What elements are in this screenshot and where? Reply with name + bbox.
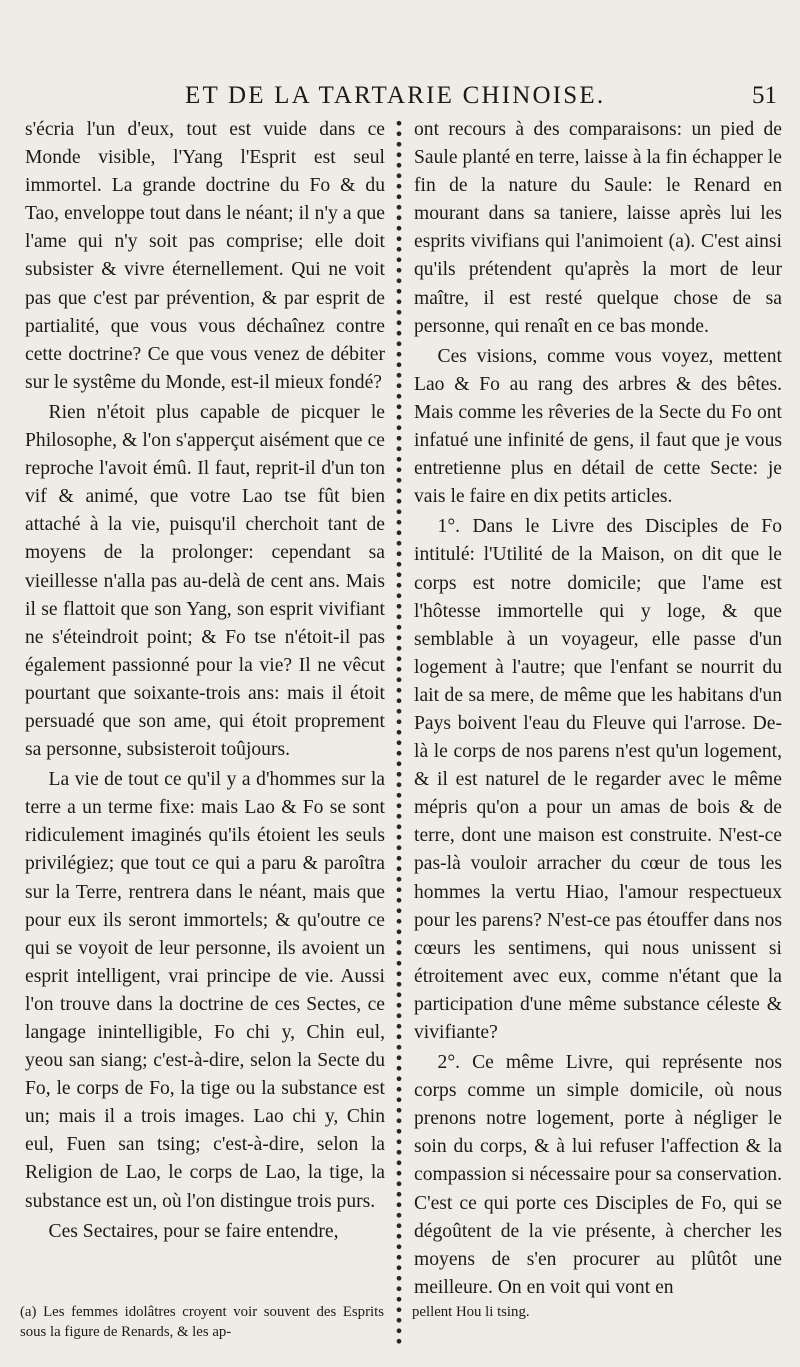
page-number: 51 — [752, 82, 777, 109]
paragraph: 1°. Dans le Livre des Disciples de Fo intitulé: l'Utilité de la Maison, on dit que le corps est notre domicile; que l'ame est l'hôtesse immortelle qui y loge, & que semblable à un voyageur, elle passe d'un logement à l'autre; que l'enfant se nourrit du lait de sa mere, de même que les habitans d'un Pays boivent l'eau du Fleuve qui l'arrose. De-là le corps de nos parens n'est qu'un logement, & il est naturel de le regarder avec le même mépris qu'on a pour un amas de bois & de terre, dont une maison est construite. N'est-ce pas-là vouloir arracher du cœur de tous les hommes la vertu Hiao, l'amour respectueux pour les parens? N'est-ce pas étouffer dans nos cœurs les sentimens, qui nous unissent si étroitement avec eux, comme n'étant que la participation d'une même substance céleste & vivifiante? — [414, 516, 782, 1043]
paragraph: ont recours à des comparaisons: un pied de Saule planté en terre, laisse à la fin échapper le fin de la nature du Saule: le Renard en mourant dans sa taniere, laisse après lui les esprits vivifians qui l'animoient (a). C'est ainsi qu'ils prétendent qu'après la mort de leur maître, il est resté quelque chose de sa personne, qui renaît en ce bas monde. — [414, 119, 782, 337]
footnote-text: pellent Hou li tsing. — [412, 1304, 530, 1320]
left-column — [25, 116, 385, 1246]
footnote-right — [412, 1302, 782, 1322]
footnote-left — [20, 1302, 384, 1342]
paragraph: Ces Sectaires, pour se faire entendre, — [48, 1220, 339, 1242]
paragraph: Ces visions, comme vous voyez, mettent Lao & Fo au rang des arbres & des bêtes. Mais comme les rêveries de la Secte du Fo ont infatué une infinité de gens, il faut que je vous entretienne plus en détail de cette Secte: je vais le faire en dix petits articles. — [414, 345, 782, 508]
right-column — [414, 116, 782, 1302]
running-title: ET DE LA TARTARIE CHINOISE. — [185, 82, 606, 109]
page-header — [0, 82, 800, 118]
paragraph: La vie de tout ce qu'il y a d'hommes sur la terre a un terme fixe: mais Lao & Fo se sont ridiculement imaginés qu'ils étoient les seuls privilégiez; que tout ce qui a paru & paroîtra sur la Terre, rentrera dans le néant, mais que pour eux ils seront immortels; & qu'outre ce qui se voyoit de leur personne, ils avoient un esprit intelligent, vrai principe de vie. Aussi l'on trouve dans la doctrine de ces Sectes, ce langage inintelligible, Fo chi y, Chin eul, yeou san siang; c'est-à-dire, selon la Secte du Fo, le corps de Fo, la tige ou la substance est un; mais il a trois images. Lao chi y, Chin eul, Fuen san tsing; c'est-à-dire, selon la Religion de Lao, le corps de Lao, la tige, la substance est un, où l'on distingue trois purs. — [25, 769, 385, 1212]
paragraph: s'écria l'un d'eux, tout est vuide dans ce Monde visible, l'Yang l'Esprit est seul immortel. La grande doctrine du Fo & du Tao, enveloppe tout dans le néant; il n'y a que l'ame qui n'y soit pas comprise; elle doit subsister & vivre éternellement. Qui ne voit pas que c'est par prévention, & par esprit de partialité, que vous vous déchaînez contre cette doctrine? Ce que vous venez de débiter sur le systême du Monde, est-il mieux fondé? — [25, 119, 385, 393]
column-divider-ornament — [392, 118, 406, 1346]
paragraph: Rien n'étoit plus capable de picquer le Philosophe, & l'on s'apperçut aisément que ce reproche l'avoit émû. Il faut, reprit-il d'un ton vif & animé, que votre Lao tse fût bien attaché à la vie, puisqu'il cherchoit tant de moyens de la prolonger: cependant sa vieillesse n'alla pas au-delà de cent ans. Mais il se flattoit que son Yang, son esprit vivifiant ne s'éteindroit point; & Fo tse n'étoit-il pas également passionné pour la vie? Il ne vêcut pourtant que soixante-trois ans: mais il étoit persuadé que son ame, qui étoit proprement sa personne, subsisteroit toûjours. — [25, 401, 385, 761]
footnote-text: (a) Les femmes idolâtres croyent voir souvent des Esprits sous la figure de Renards, & les ap- — [20, 1304, 384, 1340]
paragraph: 2°. Ce même Livre, qui représente nos corps comme un simple domicile, où nous prenons notre logement, porte à négliger le soin du corps, & à lui refuser l'affection & la compassion si nécessaire pour sa conservation. C'est ce qui porte ces Disciples de Fo, qui se dégoûtent de la vie présente, à chercher les moyens de s'en procurer au plûtôt une meilleure. On en voit qui vont en — [414, 1052, 782, 1298]
